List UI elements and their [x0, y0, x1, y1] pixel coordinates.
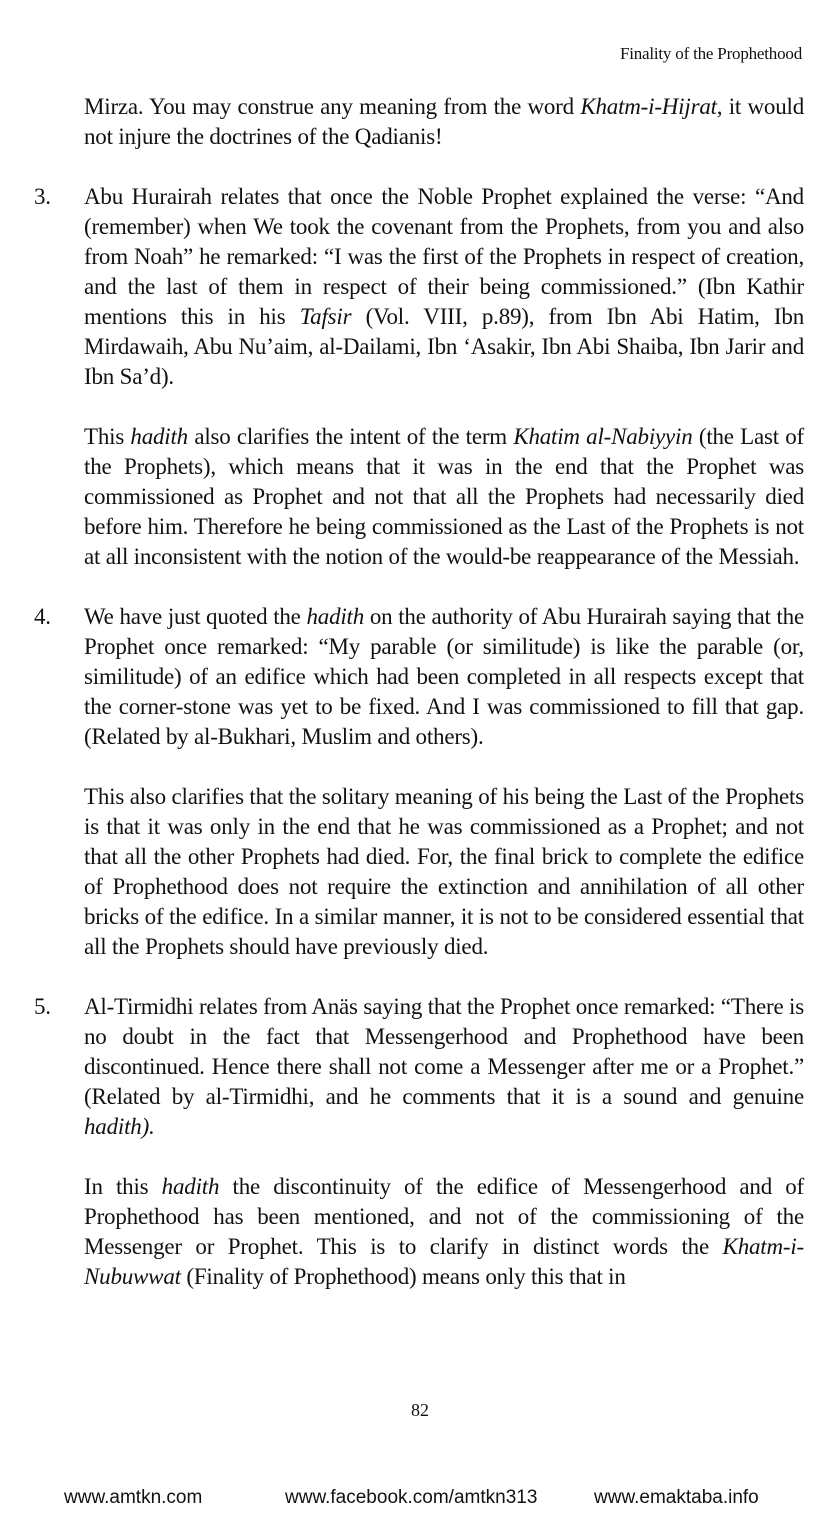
commentary-paragraph [34, 422, 804, 572]
running-header: Finality of the Prophethood [619, 44, 802, 63]
text-run: Al-Tirmidhi relates from Anäs saying that the Prophet once remarked: “There is no doubt in the fact that Messengerhood and Prophethood have been discontinued. Hence there shall not come a Messenger after me or a Prophet.” (Related by al-Tirmidhi, and he comments that it is a sound and genuine [84, 994, 804, 1109]
commentary-paragraph [34, 1172, 804, 1292]
footer-link-emaktaba[interactable]: www.emaktaba.info [594, 1487, 759, 1508]
item-number: 3. [34, 184, 51, 209]
italic-term: hadith [130, 424, 188, 449]
text-run: Abu Hurairah relates that once the Noble Prophet explained the verse: “And (remember) when We took the covenant from the Prophets, from you and also from Noah” he remarked: “I was the first of the Prophets in respect of creation, and the last of them in respect of their being commissioned.” (Ibn Kathir mentions this in his [84, 184, 804, 329]
item-paragraph [84, 182, 804, 392]
text-run: the discontinuity of the edifice of Messengerhood and of Prophethood has been mentioned, and not of the commissioning of the Messenger or Prophet. This is to clarify in distinct words the [84, 1174, 804, 1259]
text-run: Mirza. You may construe any meaning from the word [84, 94, 581, 119]
italic-term: Tafsir [299, 304, 352, 329]
text-run: on the authority of Abu Hurairah saying that the Prophet once remarked: “My parable (or similitude) is like the parable (or, similitude) of an edifice which had been completed in all respects except that the corner-stone was yet to be fixed. And I was commissioned to fill that gap. (Related by al-Bukhari, Muslim and others). [84, 604, 804, 749]
italic-term: Khatm-i-Nubuwwat [84, 1234, 804, 1289]
italic-term: hadith [306, 604, 365, 629]
page-body [34, 92, 804, 1292]
text-run: In this [84, 1174, 162, 1199]
commentary-paragraph [34, 782, 804, 962]
page-number: 82 [411, 1400, 429, 1420]
italic-term: hadith [161, 1174, 220, 1199]
item-paragraph [84, 602, 804, 752]
text-run: it would not injure the doctrines of the Qadianis! [84, 94, 804, 149]
italic-term: hadith). [84, 1114, 155, 1139]
footer-link-amtkn[interactable]: www.amtkn.com [64, 1487, 203, 1508]
list-item-3 [34, 182, 804, 392]
item-paragraph [84, 992, 804, 1142]
item-number: 5. [34, 994, 51, 1019]
text-run: (Finality of Prophethood) means only this that in [180, 1264, 626, 1289]
list-item-4 [34, 602, 804, 752]
item-number: 4. [34, 604, 51, 629]
continuation-paragraph [34, 92, 804, 152]
text-run: This [84, 424, 131, 449]
text-run: We have just quoted the [84, 604, 307, 629]
footer-link-facebook[interactable]: www.facebook.com/amtkn313 [285, 1487, 538, 1508]
italic-term: Khatim al-Nabiyyin [513, 424, 693, 449]
text-run: also clarifies the intent of the term [188, 424, 514, 449]
text-run: This also clarifies that the solitary meaning of his being the Last of the Prophets is that it was only in the end that he was commissioned as a Prophet; and not that all the other Prophets had died. For, the final brick to complete the edifice of Prophethood does not require the extinction and annihilation of all other bricks of the edifice. In a similar manner, it is not to be considered essential that all the Prophets should have previously died. [84, 784, 804, 959]
list-item-5 [34, 992, 804, 1142]
text-run: (Vol. VIII, p.89), from Ibn Abi Hatim, Ibn Mirdawaih, Abu Nu’aim, al-Dailami, Ibn ‘Asakir, Ibn Abi Shaiba, Ibn Jarir and Ibn Sa’d). [84, 304, 804, 389]
italic-term: Khatm-i-Hijrat, [580, 94, 723, 119]
text-run: (the Last of the Prophets), which means that it was in the end that the Prophet was commissioned as Prophet and not that all the Prophets had necessarily died before him. Therefore he being commissioned as the Last of the Prophets is not at all inconsistent with the notion of the would-be reappearance of the Messiah. [84, 424, 805, 569]
